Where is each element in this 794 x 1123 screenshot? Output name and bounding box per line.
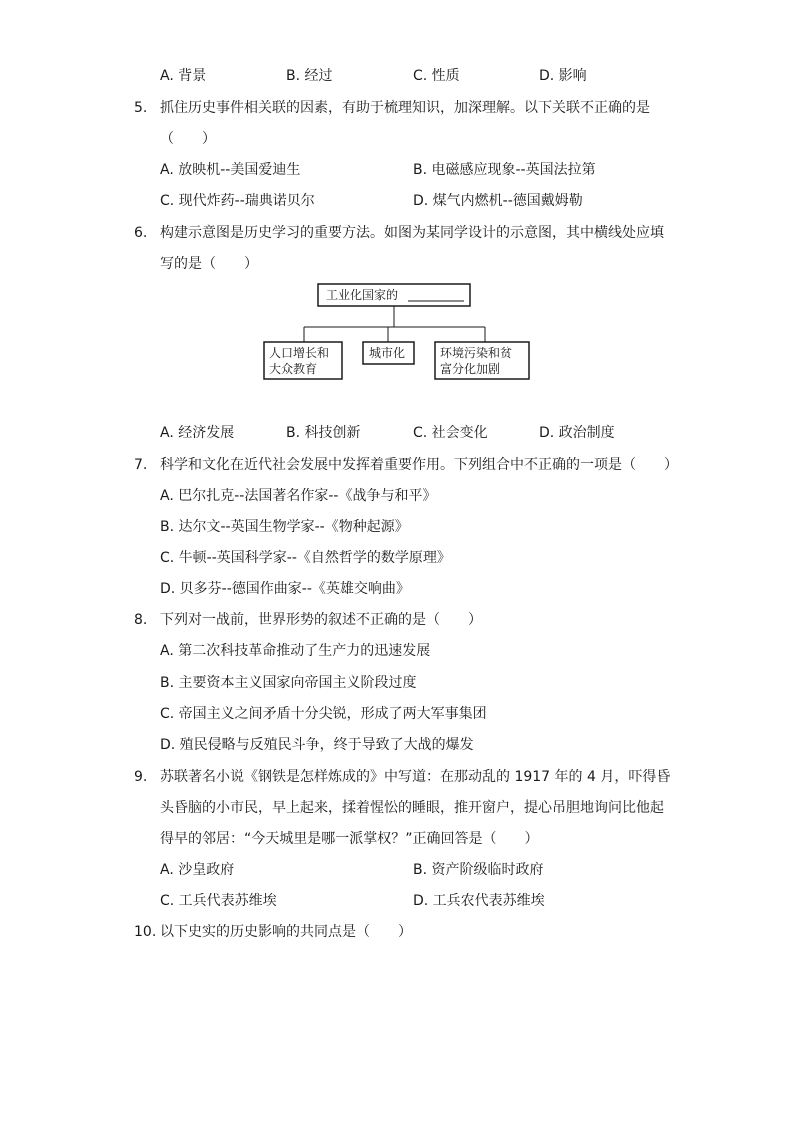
q6-option-b: B. 科技创新 [286,425,361,441]
q8-stem-line1: 下列对一战前，世界形势的叙述不正确的是（ ） [160,612,482,628]
q5-option-c: C. 现代炸药--瑞典诺贝尔 [160,193,315,209]
q4-option-d: D. 影响 [539,68,587,84]
q5-stem-line2: （ ） [160,131,216,147]
q9-number: 9. [134,769,148,785]
q8-option-b: B. 主要资本主义国家向帝国主义阶段过度 [160,675,417,691]
q9-option-b: B. 资产阶级临时政府 [413,862,544,878]
q5-number: 5. [134,100,148,116]
q9-option-d: D. 工兵农代表苏维埃 [413,893,545,909]
q7-stem-line1: 科学和文化在近代社会发展中发挥着重要作用。下列组合中不正确的一项是（ ） [160,457,678,473]
q6-option-d: D. 政治制度 [539,425,615,441]
diagram-right-text-1: 环境污染和贫 [440,346,513,360]
q5-stem-line1: 抓住历史事件相关联的因素，有助于梳理知识，加深理解。以下关联不正确的是 [160,100,650,116]
q6-option-a: A. 经济发展 [160,425,235,441]
q4-option-c: C. 性质 [413,68,460,84]
diagram-right-text-2: 富分化加剧 [440,362,501,376]
q8-option-d: D. 殖民侵略与反殖民斗争，终于导致了大战的爆发 [160,737,474,753]
q8-option-c: C. 帝国主义之间矛盾十分尖锐，形成了两大军事集团 [160,706,487,722]
q6-stem-line1: 构建示意图是历史学习的重要方法。如图为某同学设计的示意图，其中横线处应填 [160,225,664,241]
diagram-middle-text: 城市化 [369,346,406,360]
q9-option-c: C. 工兵代表苏维埃 [160,893,277,909]
q5-option-d: D. 煤气内燃机--德国戴姆勒 [413,193,583,209]
diagram-left-text-2: 大众教育 [269,362,318,376]
q7-option-a: A. 巴尔扎克--法国著名作家--《战争与和平》 [160,488,437,504]
q6-option-c: C. 社会变化 [413,425,488,441]
q7-number: 7. [134,457,148,473]
q7-option-b: B. 达尔文--英国生物学家--《物种起源》 [160,519,409,535]
q7-option-d: D. 贝多芬--德国作曲家--《英雄交响曲》 [160,581,410,597]
q9-option-a: A. 沙皇政府 [160,862,235,878]
q4-option-a: A. 背景 [160,68,207,84]
q5-option-a: A. 放映机--美国爱迪生 [160,162,301,178]
diagram-left-text-1: 人口增长和 [269,346,330,360]
diagram-top-text: 工业化国家的 [326,288,399,302]
q6-diagram [260,282,535,382]
q7-option-c: C. 牛顿--英国科学家--《自然哲学的数学原理》 [160,550,451,566]
q6-number: 6. [134,225,148,241]
q8-option-a: A. 第二次科技革命推动了生产力的迅速发展 [160,643,431,659]
q9-stem-line1: 苏联著名小说《钢铁是怎样炼成的》中写道：在那动乱的 1917 年的 4 月，吓得昏 [160,769,671,785]
q9-stem-line2: 头昏脑的小市民，早上起来，揉着惺忪的睡眼，推开窗户，提心吊胆地询问比他起 [160,800,664,816]
q6-stem-line2: 写的是（ ） [160,256,258,272]
q4-option-b: B. 经过 [286,68,333,84]
q10-number: 10. [134,924,157,940]
q10-stem-line1: 以下史实的历史影响的共同点是（ ） [160,924,412,940]
q8-number: 8. [134,612,148,628]
q9-stem-line3: 得早的邻居：“今天城里是哪一派掌权？”正确回答是（ ） [160,831,539,847]
q5-option-b: B. 电磁感应现象--英国法拉第 [413,162,596,178]
q6-diagram-svg [260,282,535,382]
